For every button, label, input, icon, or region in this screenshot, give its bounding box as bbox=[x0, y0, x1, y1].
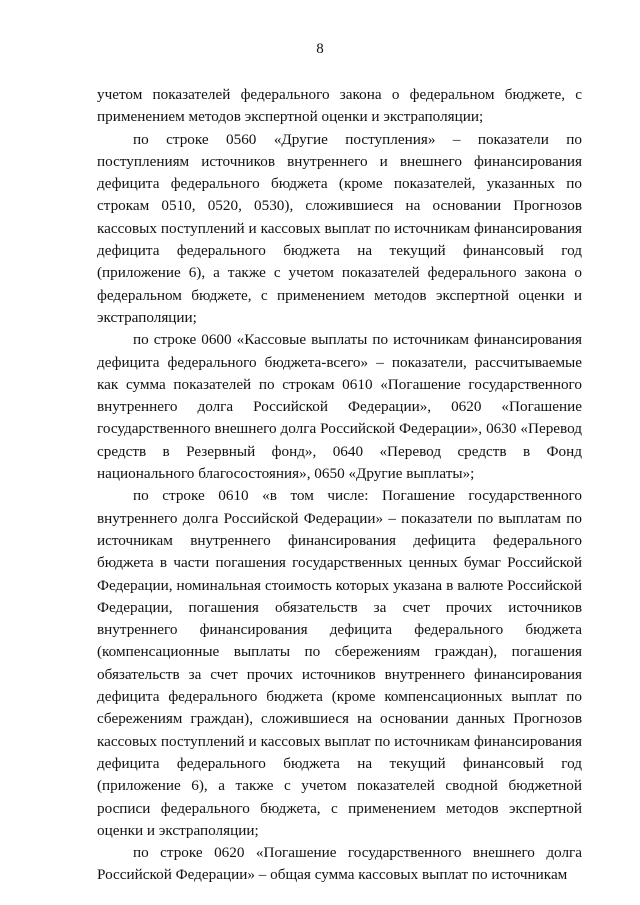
paragraph-line-0560: по строке 0560 «Другие поступления» – показатели по поступлениям источников внутреннего и внешнего финансирования дефицита федерального бюджета (кроме показателей, указанных по строкам 0510, 0520, 0530), сложившиеся на основании Прогнозов кассовых поступлений и кассовых выплат по источникам финансирования дефицита федерального бюджета на текущий финансовый год (приложение 6), а также с учетом показателей федерального закона о федеральном бюджете, с применением методов экспертной оценки и экстраполяции; bbox=[97, 130, 582, 326]
paragraph-line-0600: по строке 0600 «Кассовые выплаты по источникам финансирования дефицита федерального бюджета-всего» – показатели, рассчитываемые как сумма показателей по строкам 0610 «Погашение государственного внутреннего долга Российской Федерации», 0620 «Погашение государственного внешнего долга Российской Федерации», 0630 «Перевод средств в Резервный фонд», 0640 «Перевод средств в Фонд национального благосостояния», 0650 «Другие выплаты»; bbox=[97, 331, 582, 483]
document-body bbox=[97, 84, 582, 887]
paragraph-line-0620: по строке 0620 «Погашение государственного внешнего долга Российской Федерации» – общая сумма кассовых выплат по источникам bbox=[97, 844, 582, 884]
paragraph-line-0610: по строке 0610 «в том числе: Погашение государственного внутреннего долга Российской Федерации» – показатели по выплатам по источникам внутреннего финансирования дефицита федерального бюджета в части погашения государственных ценных бумаг Российской Федерации, номинальная стоимость которых указана в валюте Российской Федерации, погашения обязательств за счет прочих источников внутреннего финансирования дефицита федерального бюджета (компенсационные выплаты по сбережениям граждан), погашения обязательств за счет прочих источников внутреннего финансирования дефицита федерального бюджета (кроме компенсационных выплат по сбережениям граждан), сложившиеся на основании данных Прогнозов кассовых поступлений и кассовых выплат по источникам финансирования дефицита федерального бюджета на текущий финансовый год (приложение 6), а также с учетом показателей сводной бюджетной росписи федерального бюджета, с применением методов экспертной оценки и экстраполяции; bbox=[97, 487, 582, 839]
page-number: 8 bbox=[316, 41, 324, 57]
paragraph-continuation: учетом показателей федерального закона о федеральном бюджете, с применением методов экспертной оценки и экстраполяции; bbox=[97, 86, 582, 126]
